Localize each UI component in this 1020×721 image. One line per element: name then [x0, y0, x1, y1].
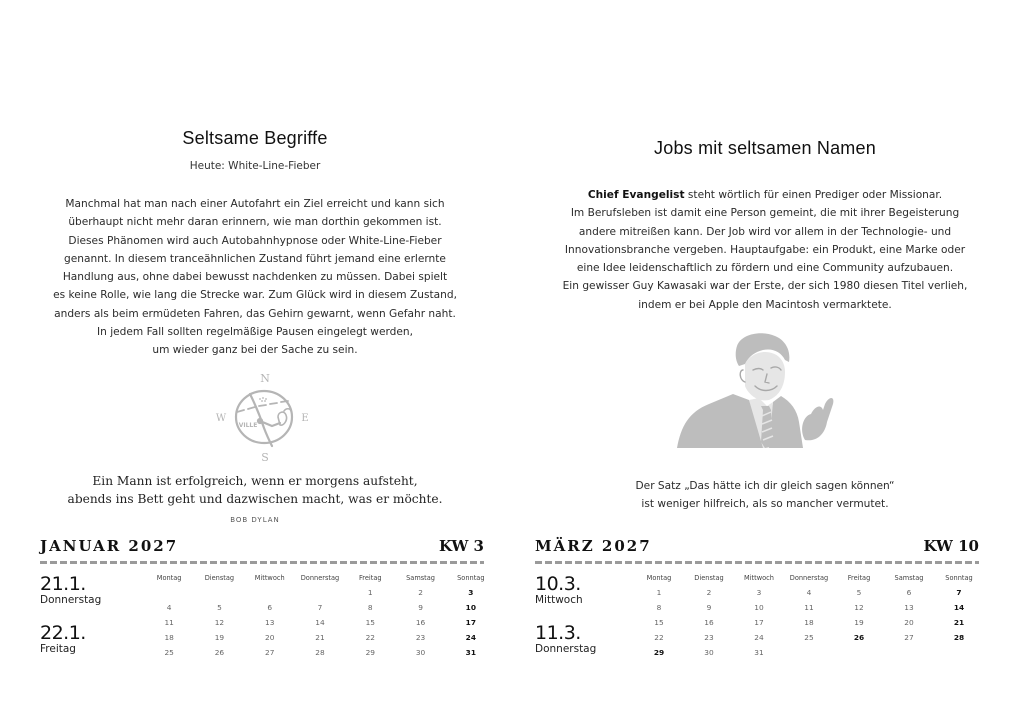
- weekday-header: Samstag: [406, 574, 435, 582]
- page-title: Jobs mit seltsamen Namen: [654, 138, 876, 158]
- body-line: eine Idee leidenschaftlich zu fördern und eine Community aufzubauen.: [576, 262, 954, 275]
- calendar-day: 30: [704, 648, 714, 657]
- calendar-day: 21: [315, 633, 325, 642]
- article-body: [510, 186, 1020, 314]
- weekday-header-row: [634, 571, 984, 585]
- calendar-day: 17: [465, 618, 476, 627]
- week-row: [144, 585, 496, 600]
- body-line: Dieses Phänomen wird auch Autobahnhypnose oder White-Line-Fieber: [68, 234, 442, 247]
- calendar-day: 4: [166, 603, 172, 612]
- weekday-header: Dienstag: [694, 574, 724, 582]
- day-entry: [535, 623, 596, 656]
- body-line: um wieder ganz bei der Sache zu sein.: [152, 344, 358, 357]
- weekday-header: Freitag: [358, 574, 382, 582]
- calendar-day: 9: [706, 603, 712, 612]
- weekday-header: Donnerstag: [300, 574, 340, 582]
- calendar-day: 19: [854, 618, 864, 627]
- calendar-day: 18: [804, 618, 814, 627]
- weekday-header: Sonntag: [945, 574, 973, 582]
- dashed-divider: [40, 561, 484, 564]
- calendar-month: MÄRZ 2027: [535, 537, 652, 555]
- calendar-day: 2: [418, 588, 423, 597]
- quote-line: Der Satz „Das hätte ich dir gleich sagen können“: [635, 480, 895, 492]
- week-row: [634, 615, 984, 630]
- calendar-day: 16: [415, 618, 426, 627]
- calendar-march: [535, 537, 979, 667]
- calendar-day: 24: [465, 633, 476, 642]
- calendar-day: 1: [656, 588, 662, 597]
- day-entry: [40, 574, 101, 607]
- calendar-day: 3: [756, 588, 762, 597]
- day-date: 11.3.: [535, 622, 581, 644]
- retro-salesman-icon: [675, 330, 855, 450]
- svg-text:VILLE: VILLE: [238, 422, 258, 429]
- calendar-day: 29: [365, 648, 375, 657]
- svg-text:W: W: [215, 413, 227, 424]
- weekday-header: Montag: [156, 574, 182, 582]
- calendar-day: 28: [315, 648, 325, 657]
- calendar-day: 7: [956, 588, 962, 597]
- calendar-day: 31: [465, 648, 476, 657]
- week-row: [634, 585, 984, 600]
- calendar-day: 14: [315, 618, 325, 627]
- body-line: überhaupt nicht mehr daran erinnern, wie man dorthin gekommen ist.: [68, 216, 442, 229]
- calendar-day: 18: [164, 633, 174, 642]
- calendar-week: KW 10: [923, 537, 979, 555]
- body-line: genannt. In diesem tranceähnlichen Zustand führt jemand eine erlernte: [64, 252, 446, 265]
- week-row: [634, 630, 984, 645]
- body-line: Ein gewisser Guy Kawasaki war der Erste, der sich 1980 diesen Titel verlieh,: [562, 280, 968, 293]
- svg-text:E: E: [301, 413, 309, 424]
- calendar-day: 5: [217, 603, 222, 612]
- svg-text:S: S: [261, 451, 269, 462]
- calendar-january: [40, 537, 484, 667]
- calendar-day: 29: [653, 648, 665, 657]
- body-line-lead: Chief Evangelist steht wörtlich für einen Prediger oder Missionar.: [587, 189, 943, 201]
- body-line: andere mitreißen kann. Der Job wird vor allem in der Technologie- und: [578, 225, 952, 238]
- article-body: [0, 195, 510, 360]
- calendar-day: 12: [854, 603, 864, 612]
- calendar-day: 15: [654, 618, 664, 627]
- calendar-day: 13: [265, 618, 275, 627]
- body-line: indem er bei Apple den Macintosh vermarktete.: [638, 298, 892, 311]
- job-title-bold: Chief Evangelist: [587, 189, 685, 201]
- calendar-day: 26: [853, 633, 865, 642]
- calendar-day: 23: [704, 633, 714, 642]
- body-line: es keine Rolle, wie lang die Strecke war. Zum Glück wird in diesem Zustand,: [53, 289, 457, 302]
- calendar-day: 27: [265, 648, 275, 657]
- calendar-day: 13: [904, 603, 914, 612]
- week-row: [144, 630, 496, 645]
- calendar-day: 25: [804, 633, 814, 642]
- day-weekday: Freitag: [40, 643, 76, 655]
- quote-line: ist weniger hilfreich, als so mancher vermutet.: [641, 498, 889, 510]
- quote-line: abends ins Bett geht und dazwischen macht, was er möchte.: [67, 492, 443, 506]
- calendar-day: 10: [465, 603, 476, 612]
- calendar-day: 22: [654, 633, 664, 642]
- day-weekday: Mittwoch: [535, 594, 583, 606]
- calendar-day: 27: [904, 633, 914, 642]
- calendar-day: 9: [418, 603, 423, 612]
- calendar-day: 24: [754, 633, 764, 642]
- day-entry: [40, 623, 86, 656]
- calendar-day: 6: [906, 588, 912, 597]
- calendar-day: 3: [468, 588, 474, 597]
- calendar-week: KW 3: [438, 537, 484, 555]
- weekday-header: Mittwoch: [744, 574, 774, 582]
- calendar-day: 20: [904, 618, 914, 627]
- calendar-day: 25: [164, 648, 174, 657]
- calendar-day: 26: [214, 648, 225, 657]
- day-date: 22.1.: [40, 622, 86, 644]
- day-entry: [535, 574, 583, 607]
- calendar-day: 30: [415, 648, 426, 657]
- weekday-header: Donnerstag: [789, 574, 829, 582]
- page-subtitle: Heute: White-Line-Fieber: [189, 160, 321, 172]
- calendar-day: 11: [164, 618, 174, 627]
- body-line: Im Berufsleben ist damit eine Person gemeint, die mit ihrer Begeisterung: [570, 207, 960, 220]
- calendar-day: 31: [754, 648, 764, 657]
- svg-text:N: N: [260, 372, 270, 385]
- week-row: [144, 645, 496, 660]
- calendar-day: 14: [953, 603, 965, 612]
- calendar-day: 12: [214, 618, 225, 627]
- calendar-day: 7: [317, 603, 323, 612]
- calendar-day: 20: [265, 633, 275, 642]
- calendar-day: 23: [415, 633, 426, 642]
- week-row: [634, 645, 984, 660]
- calendar-day: 2: [706, 588, 712, 597]
- calendar-day: 15: [365, 618, 375, 627]
- weekday-header: Sonntag: [457, 574, 485, 582]
- calendar-day: 11: [804, 603, 814, 612]
- body-line: Handlung aus, ohne dabei bewusst nachdenken zu müssen. Dabei spielt: [62, 271, 448, 284]
- calendar-day: 1: [367, 588, 373, 597]
- calendar-day: 4: [806, 588, 812, 597]
- body-line: Manchmal hat man nach einer Autofahrt ein Ziel erreicht und kann sich: [65, 198, 445, 210]
- calendar-day: 22: [365, 633, 375, 642]
- body-line: In jedem Fall sollten regelmäßige Pausen eingelegt werden,: [96, 326, 413, 339]
- month-grid: [144, 571, 496, 660]
- day-date: 10.3.: [535, 573, 581, 595]
- day-weekday: Donnerstag: [535, 643, 597, 655]
- calendar-day: 16: [704, 618, 714, 627]
- quote: [510, 477, 1020, 513]
- calendar-day: 8: [656, 603, 662, 612]
- calendar-day: 6: [267, 603, 273, 612]
- body-line: Innovationsbranche vergeben. Hauptaufgabe: ein Produkt, eine Marke oder: [564, 243, 966, 256]
- month-grid: [634, 571, 984, 660]
- weekday-header-row: [144, 571, 496, 585]
- calendar-day: 21: [953, 618, 965, 627]
- weekday-header: Dienstag: [204, 574, 235, 582]
- calendar-day: 17: [754, 618, 764, 627]
- weekday-header: Freitag: [847, 574, 871, 582]
- calendar-month: JANUAR 2027: [40, 537, 179, 555]
- page-title: Seltsame Begriffe: [182, 128, 328, 148]
- weekday-header: Samstag: [894, 574, 924, 582]
- compass-map-icon: [212, 370, 312, 462]
- weekday-header: Montag: [646, 574, 672, 582]
- quote: [0, 472, 510, 508]
- day-date: 21.1.: [40, 573, 86, 595]
- body-line: anders als beim ermüdeten Fahren, das Gehirn gewarnt, wenn Gefahr naht.: [54, 307, 456, 320]
- calendar-day: 10: [754, 603, 764, 612]
- calendar-day: 19: [214, 633, 225, 642]
- calendar-day: 28: [953, 633, 965, 642]
- day-weekday: Donnerstag: [40, 594, 102, 606]
- calendar-day: 5: [856, 588, 862, 597]
- week-row: [144, 600, 496, 615]
- week-row: [144, 615, 496, 630]
- dashed-divider: [535, 561, 979, 564]
- quote-line: Ein Mann ist erfolgreich, wenn er morgens aufsteht,: [92, 474, 418, 488]
- weekday-header: Mittwoch: [254, 574, 285, 582]
- calendar-day: 8: [367, 603, 373, 612]
- week-row: [634, 600, 984, 615]
- quote-author: BOB DYLAN: [230, 516, 280, 524]
- right-page: [510, 0, 1020, 721]
